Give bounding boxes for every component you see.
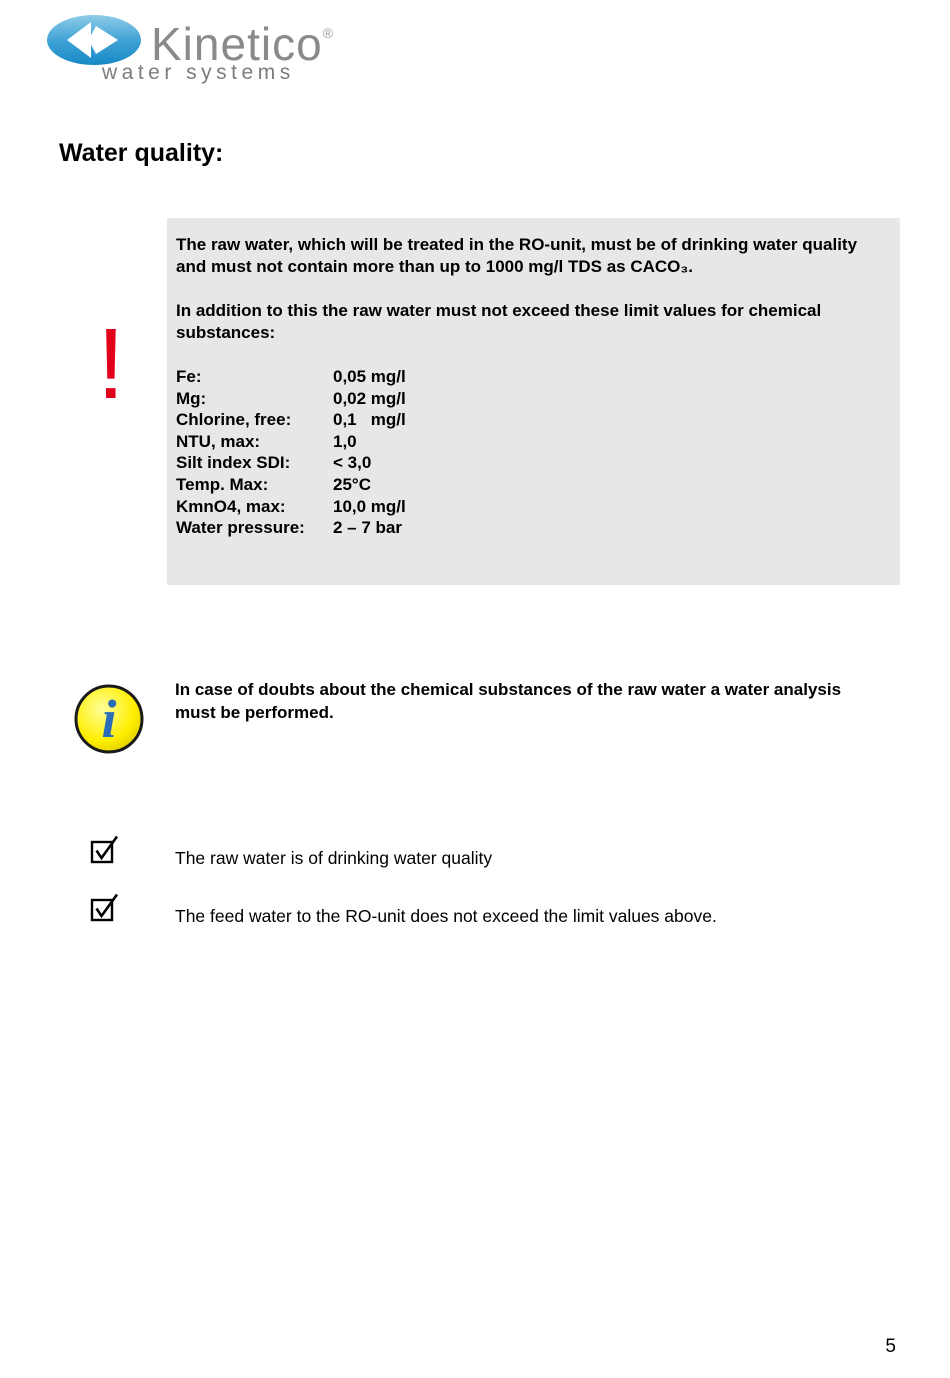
limit-row xyxy=(176,474,406,496)
limit-row xyxy=(176,517,406,539)
requirements-paragraph-1: The raw water, which will be treated in the RO-unit, must be of drinking water quality and must not contain more than up to 1000 mg/l TDS as CACO₃. xyxy=(176,235,858,276)
limit-row xyxy=(176,431,406,453)
info-icon xyxy=(72,682,146,761)
limit-value: 0,02 mg/l xyxy=(333,388,406,408)
checklist-item-label: The raw water is of drinking water quality xyxy=(175,848,493,868)
limit-value: 0,05 mg/l xyxy=(333,367,406,386)
checklist-item-label: The feed water to the RO-unit does not exceed the limit values above. xyxy=(175,906,717,926)
checkbox-checked-icon[interactable] xyxy=(90,834,120,864)
limit-value: 1,0 xyxy=(333,431,357,451)
limit-label: KmnO4, max: xyxy=(176,496,286,516)
limit-label: Temp. Max: xyxy=(176,474,269,494)
info-note-text: In case of doubts about the chemical substances of the raw water a water analysis must be performed. xyxy=(175,680,842,722)
water-quality-requirements-box xyxy=(167,218,900,585)
limit-values-table xyxy=(176,366,406,539)
limit-label: Mg: xyxy=(176,388,207,408)
limit-row xyxy=(176,388,406,410)
limit-label: Silt index SDI: xyxy=(176,453,291,473)
brand-tagline: water systems xyxy=(102,61,295,84)
limit-value: 10,0 mg/l xyxy=(333,496,406,516)
checkbox-checked-icon[interactable] xyxy=(90,892,120,922)
limit-value: < 3,0 xyxy=(333,453,372,473)
limit-row xyxy=(176,366,406,388)
requirements-paragraph-2: In addition to this the raw water must not exceed these limit values for chemical substances: xyxy=(176,301,822,342)
limit-row xyxy=(176,452,406,474)
limit-label: Chlorine, free: xyxy=(176,410,292,430)
limit-value: 25°C xyxy=(333,474,371,494)
svg-text:i: i xyxy=(101,689,117,749)
limit-label: Water pressure: xyxy=(176,518,305,538)
limit-row xyxy=(176,496,406,518)
brand-name: Kinetico xyxy=(151,18,323,70)
page-title: Water quality: xyxy=(59,139,224,167)
limit-label: NTU, max: xyxy=(176,431,261,451)
registered-trademark: ® xyxy=(322,25,334,41)
limit-label: Fe: xyxy=(176,367,202,386)
page-number: 5 xyxy=(885,1336,896,1357)
limit-row xyxy=(176,409,406,431)
limit-value: 2 – 7 bar xyxy=(333,518,402,538)
warning-exclamation-icon: ! xyxy=(97,308,125,420)
limit-value: 0,1 mg/l xyxy=(333,410,406,430)
kinetico-logo-icon xyxy=(45,13,143,67)
